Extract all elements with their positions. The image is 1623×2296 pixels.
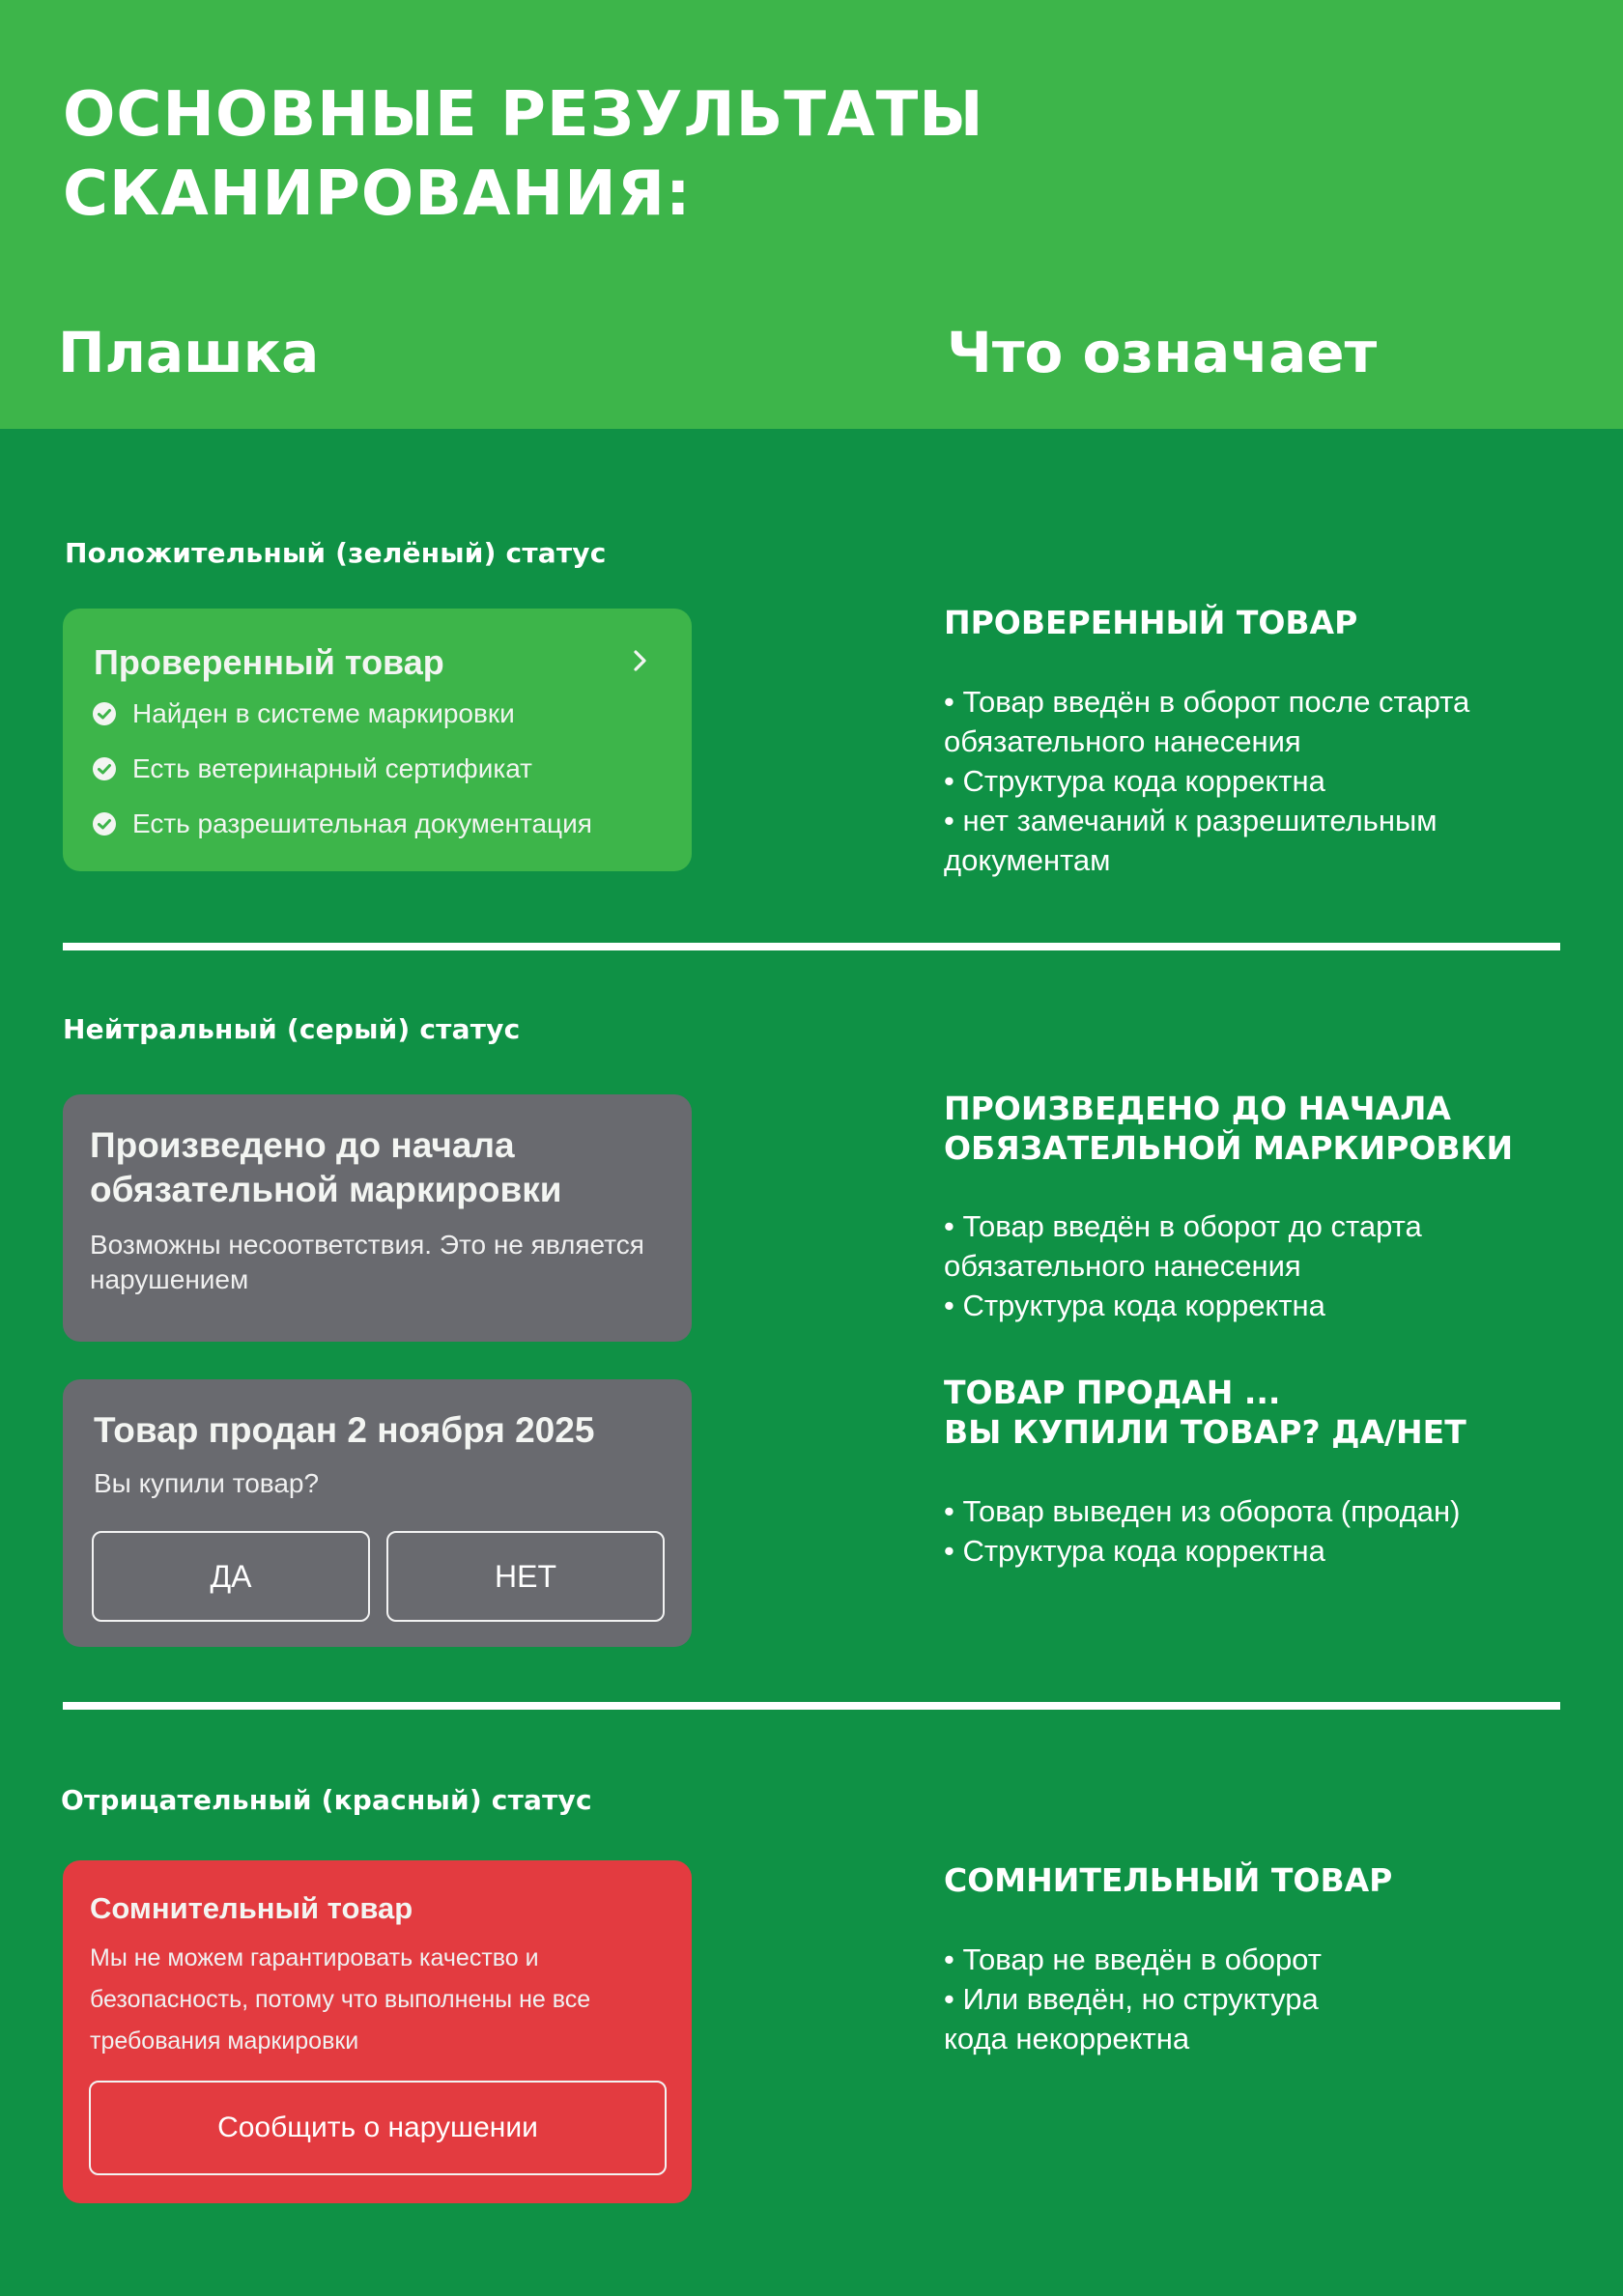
check-text: Найден в системе маркировки: [132, 698, 515, 728]
verified-card-title: Проверенный товар: [94, 642, 444, 682]
check-text: Есть ветеринарный сертификат: [132, 753, 532, 783]
list-item: • Структура кода корректна: [944, 764, 1325, 798]
page-title: ОСНОВНЫЕ РЕЗУЛЬТАТЫ СКАНИРОВАНИЯ:: [63, 79, 984, 230]
sold-desc-list: [944, 1491, 1543, 1571]
check-circle-icon: [92, 756, 117, 781]
list-item: • Структура кода корректна: [944, 1534, 1325, 1568]
header: [0, 0, 1623, 429]
chevron-right-icon[interactable]: [628, 649, 651, 672]
list-item: • Товар выведен из оборота (продан): [944, 1494, 1461, 1528]
check-item: [92, 805, 592, 843]
verified-product-card[interactable]: [63, 609, 692, 871]
check-text: Есть разрешительная документация: [132, 808, 592, 838]
sold-card-title: Товар продан 2 ноября 2025: [94, 1410, 595, 1450]
pre-marking-card-title: Произведено до начала обязательной маркировки: [90, 1125, 562, 1209]
section-divider: [63, 943, 1560, 950]
verified-desc-title: ПРОВЕРЕННЫЙ ТОВАР: [944, 604, 1358, 641]
suspicious-card-text: Мы не можем гарантировать качество и безопасность, потому что выполнены не все требования маркировки: [90, 1944, 591, 2055]
check-item: [92, 694, 515, 733]
pre-marking-desc-title: ПРОИЗВЕДЕНО ДО НАЧАЛА ОБЯЗАТЕЛЬНОЙ МАРКИРОВКИ: [944, 1090, 1514, 1167]
suspicious-card-title: Сомнительный товар: [90, 1891, 413, 1925]
column-header-meaning: Что означает: [947, 320, 1378, 385]
list-item: • Или введён, но структура кода некорректна: [944, 1982, 1319, 2055]
check-circle-icon: [92, 701, 117, 726]
list-item: • Товар введён в оборот до старта обязательного нанесения: [944, 1209, 1422, 1283]
section-divider: [63, 1702, 1560, 1710]
positive-status-label: Положительный (зелёный) статус: [65, 537, 607, 569]
no-button[interactable]: НЕТ: [386, 1531, 665, 1622]
list-item: • Структура кода корректна: [944, 1289, 1325, 1322]
list-item: • нет замечаний к разрешительным документам: [944, 804, 1438, 877]
suspicious-product-card: [63, 1860, 692, 2203]
suspicious-desc-list: [944, 1940, 1369, 2058]
check-item: [92, 750, 532, 788]
verified-desc-list: [944, 682, 1543, 880]
report-violation-button[interactable]: Сообщить о нарушении: [89, 2081, 667, 2175]
suspicious-desc-title: СОМНИТЕЛЬНЫЙ ТОВАР: [944, 1861, 1393, 1899]
yes-button[interactable]: ДА: [92, 1531, 370, 1622]
negative-status-label: Отрицательный (красный) статус: [61, 1784, 592, 1816]
column-header-plashka: Плашка: [58, 320, 320, 385]
pre-marking-card: [63, 1094, 692, 1342]
sold-product-card: [63, 1379, 692, 1647]
pre-marking-card-text: Возможны несоответствия. Это не является нарушением: [90, 1230, 644, 1294]
sold-desc-title: ТОВАР ПРОДАН ... ВЫ КУПИЛИ ТОВАР? ДА/НЕТ: [944, 1374, 1466, 1451]
list-item: • Товар введён в оборот после старта обязательного нанесения: [944, 685, 1470, 758]
pre-marking-desc-list: [944, 1206, 1543, 1325]
neutral-status-label: Нейтральный (серый) статус: [63, 1013, 521, 1045]
sold-card-question: Вы купили товар?: [94, 1468, 320, 1498]
check-circle-icon: [92, 811, 117, 836]
list-item: • Товар не введён в оборот: [944, 1942, 1322, 1976]
